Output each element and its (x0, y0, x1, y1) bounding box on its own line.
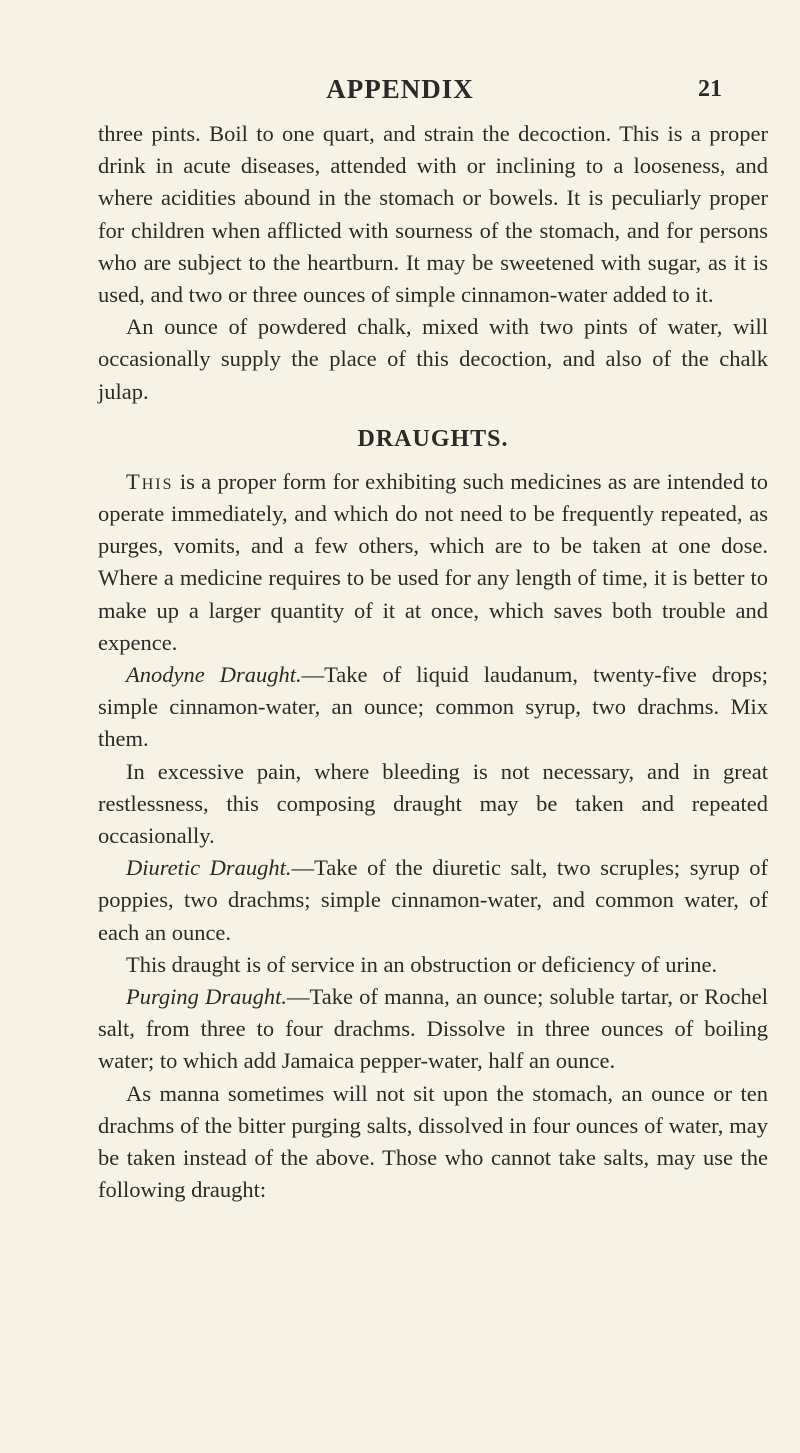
recipe-anodyne (98, 659, 768, 756)
body-text (98, 118, 768, 1207)
paragraph-chalk: An ounce of powdered chalk, mixed with two pints of water, will occasionally supply the place of this decoction, and also of the chalk julap. (98, 314, 768, 404)
recipe-text-diuretic: —Take of the diuretic salt, two scruples; syrup of poppies, two drachms; simple cinnamon-water, and common water, of each an ounce. (98, 855, 768, 945)
recipe-text-anodyne: —Take of liquid laudanum, twenty-five drops; simple cinnamon-water, an ounce; common syrup, two drachms. Mix them. (98, 662, 768, 752)
recipe-note-diuretic: This draught is of service in an obstruction or deficiency of urine. (126, 951, 718, 977)
recipe-diuretic (98, 852, 768, 949)
running-title: APPENDIX (326, 74, 474, 104)
running-head (0, 74, 800, 108)
recipe-title-diuretic: Diuretic Draught. (126, 855, 292, 881)
drop-word: This (126, 468, 174, 494)
paragraph-continuation: three pints. Boil to one quart, and strain the decoction. This is a proper drink in acute diseases, attended with or inclining to a looseness, and where acidities abound in the stomach or bowels. It is peculiarly proper for children when afflicted with sourness of the stomach, and for persons who are subject to the heartburn. It may be sweetened with sugar, as it is used, and two or three ounces of simple cinnamon-water added to it. (98, 121, 768, 308)
intro-text: is a proper form for exhibiting such medicines as are intended to operate immediately, and which do not need to be frequently repeated, as purges, vomits, and a few others, which are to be taken at one dose. Where a medicine requires to be used for any length of time, it is better to make up a larger quantity of it at once, which saves both trouble and expence. (98, 468, 768, 655)
paragraph-draughts-intro (98, 466, 768, 659)
recipe-text-purging: —Take of manna, an ounce; soluble tartar, or Rochel salt, from three to four drachms. Dissolve in three ounces of boiling water; to which add Jamaica pepper-water, half an ounce. (98, 984, 768, 1074)
recipe-title-anodyne: Anodyne Draught. (126, 662, 302, 688)
recipe-purging (98, 981, 768, 1078)
recipe-title-purging: Purging Draught. (126, 984, 288, 1010)
section-heading: DRAUGHTS. (357, 425, 509, 452)
recipe-note-purging: As manna sometimes will not sit upon the stomach, an ounce or ten drachms of the bitter purging salts, dissolved in four ounces of water, may be taken instead of the above. Those who cannot take salts, may use the following draught: (98, 1080, 768, 1203)
recipe-note-anodyne: In excessive pain, where bleeding is not necessary, and in great restlessness, this composing draught may be taken and repeated occasionally. (98, 758, 768, 849)
page-number: 21 (698, 76, 722, 102)
